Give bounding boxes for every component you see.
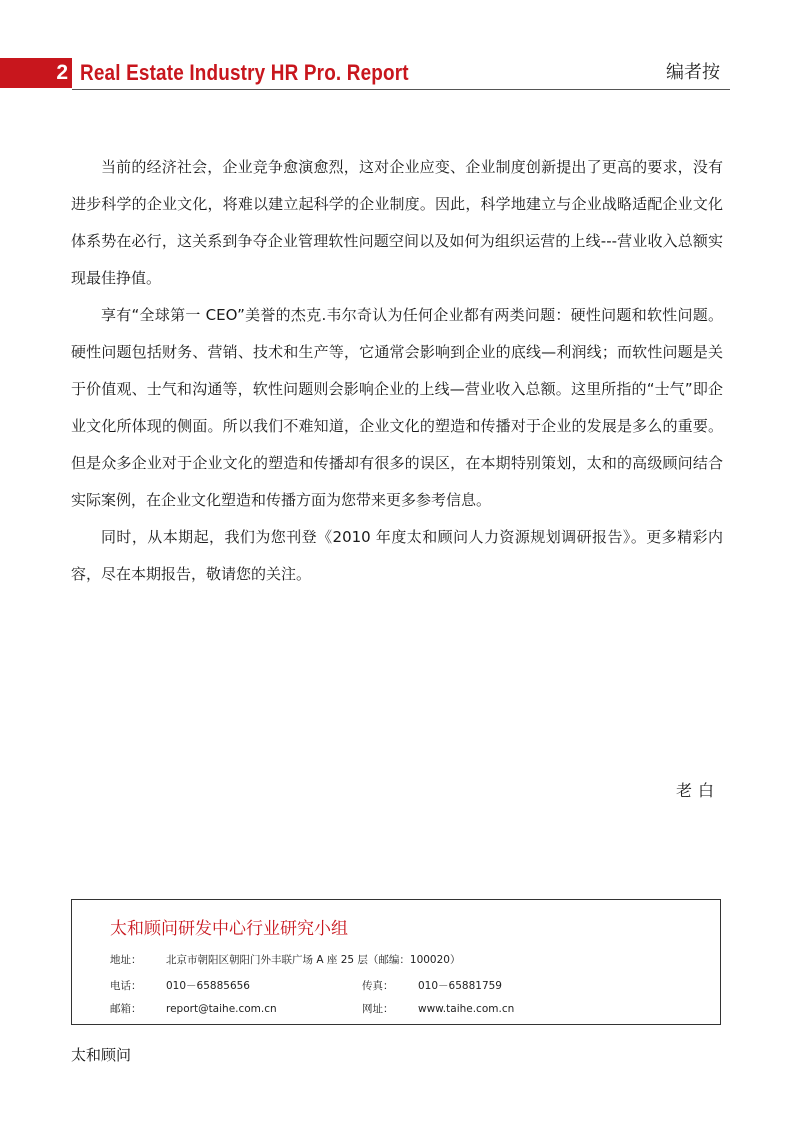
web-group [362, 1001, 514, 1016]
phone-label: 电话： [110, 980, 142, 992]
section-title: 编者按 [666, 62, 720, 83]
paragraph-1: 当前的经济社会，企业竞争愈演愈烈，这对企业应变、企业制度创新提出了更高的要求，没有进步科学的企业文化，将难以建立起科学的企业制度。因此，科学地建立与企业战略适配企业文化体系势在必行，这关系到争夺企业管理软性问题空间以及如何为组织运营的上线---营业收入总额实现最佳挣值。 [71, 158, 723, 287]
fax-group [362, 978, 502, 993]
page-header [0, 54, 730, 90]
paragraph-3: 同时，从本期起，我们为您刊登《2010 年度太和顾问人力资源规划调研报告》。更多精彩内容，尽在本期报告，敬请您的关注。 [71, 528, 723, 583]
editorial-body [71, 149, 723, 593]
address-label: 地址： [110, 954, 142, 966]
fax-label: 传真： [362, 980, 394, 992]
footer-brand: 太和顾问 [71, 1046, 132, 1064]
phone-value: 010－65885656 [166, 980, 250, 992]
web-label: 网址： [362, 1003, 394, 1015]
phone-row [110, 978, 502, 993]
author-signature: 老白 [675, 781, 720, 800]
web-link[interactable]: www.taihe.com.cn [418, 1003, 515, 1015]
email-link[interactable]: report@taihe.com.cn [166, 1003, 277, 1015]
contact-title: 太和顾问研发中心行业研究小组 [110, 919, 348, 939]
page-number: 2 [56, 61, 68, 84]
contact-box [71, 899, 721, 1025]
email-label: 邮箱： [110, 1003, 142, 1015]
email-row [110, 1001, 515, 1016]
address-row [110, 952, 460, 967]
address-value: 北京市朝阳区朝阳门外丰联广场 A 座 25 层（邮编：100020） [166, 954, 461, 966]
report-title: Real Estate Industry HR Pro. Report [80, 60, 409, 85]
paragraph-2: 享有“全球第一 CEO”美誉的杰克.韦尔奇认为任何企业都有两类问题：硬性问题和软性问题。硬性问题包括财务、营销、技术和生产等，它通常会影响到企业的底线—利润线；而软性问题是关于价值观、士气和沟通等，软性问题则会影响企业的上线—营业收入总额。这里所指的“士气”即企业文化所体现的侧面。所以我们不难知道，企业文化的塑造和传播对于企业的发展是多么的重要。但是众多企业对于企业文化的塑造和传播却有很多的误区，在本期特别策划，太和的高级顾问结合实际案例，在企业文化塑造和传播方面为您带来更多参考信息。 [71, 306, 723, 509]
header-divider [72, 89, 730, 90]
fax-value: 010－65881759 [418, 980, 502, 992]
